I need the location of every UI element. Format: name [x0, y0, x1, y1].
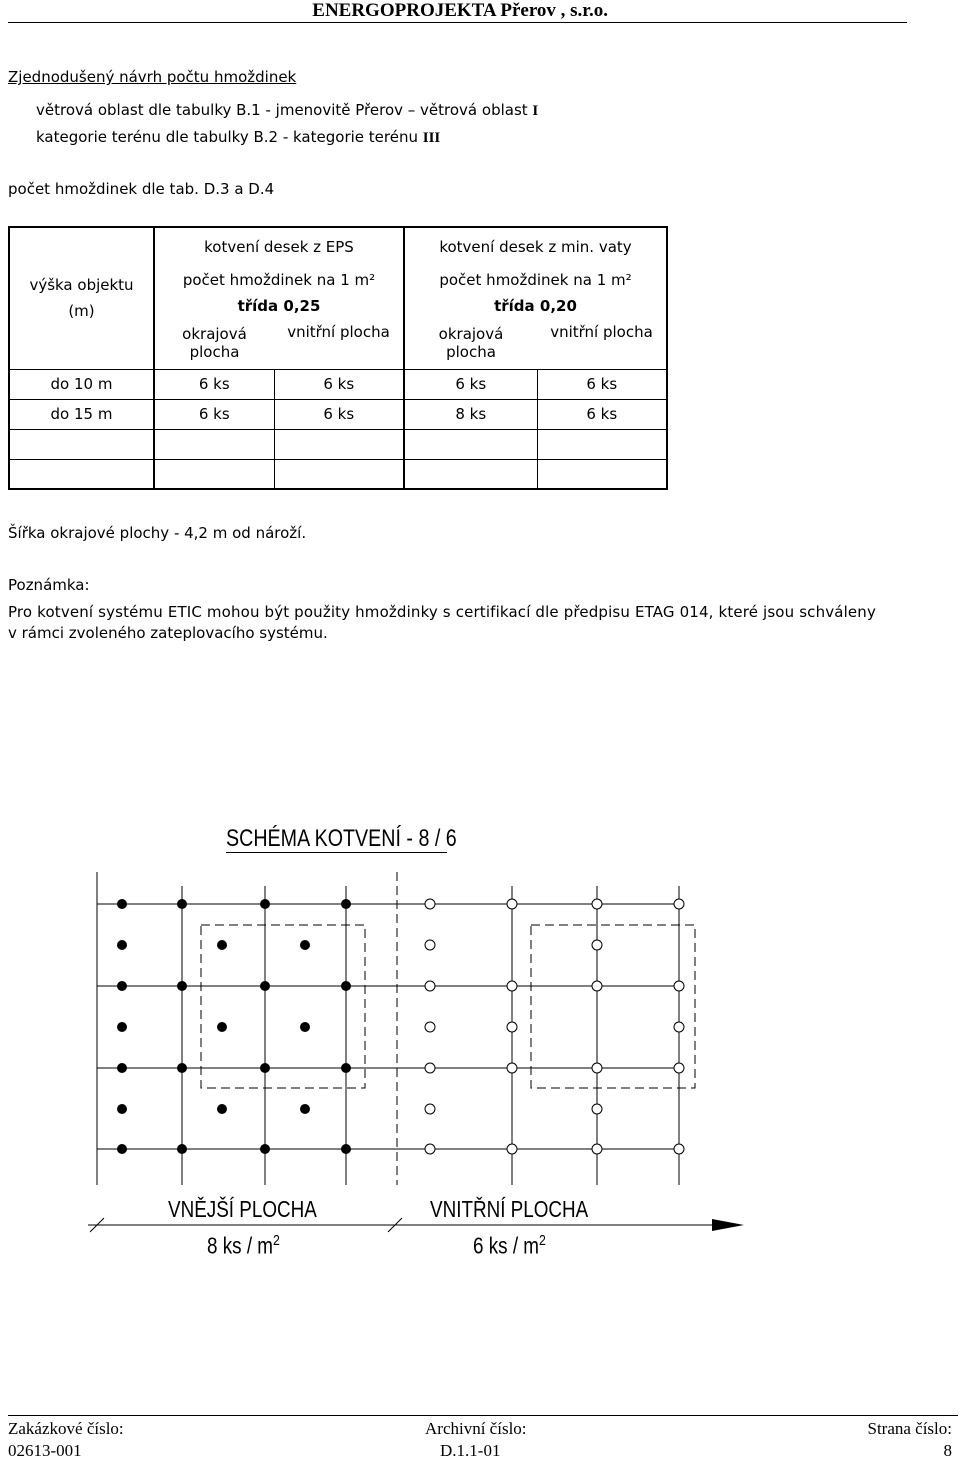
- note-line-1: Pro kotvení systému ETIC mohou být použity hmoždinky s certifikací dle předpisu ETAG 014, které jsou schváleny: [8, 603, 876, 621]
- outer-area-label: VNĚJŠÍ PLOCHA: [168, 1196, 317, 1222]
- value-cell: 6 ks: [154, 399, 274, 429]
- value-cell: 6 ks: [404, 369, 537, 399]
- outer-area-count: 8 ks / $m^2$: [207, 1232, 280, 1259]
- section-title: Zjednodušený návrh počtu hmoždinek: [8, 68, 297, 86]
- edge-width-note: Šířka okrajové plochy - 4,2 m od nároží.: [8, 524, 307, 542]
- eps-count-label: počet hmoždinek na 1 m²: [154, 265, 404, 295]
- height-header: výška objektu (m): [9, 227, 154, 369]
- page-number-value: 8: [943, 1441, 952, 1460]
- eps-edge-header: okrajová plocha: [154, 317, 274, 369]
- wool-group-title: kotvení desek z min. vaty: [404, 227, 667, 265]
- note-label: Poznámka:: [8, 576, 90, 594]
- inner-area-label: VNITŘNÍ PLOCHA: [430, 1196, 589, 1222]
- eps-inner-header: vnitřní plocha: [274, 317, 404, 369]
- archive-number-value: D.1.1-01: [440, 1441, 501, 1460]
- wool-class-label: třída 0,20: [494, 297, 577, 315]
- inner-area-count: 6 ks / $m^2$: [473, 1232, 546, 1259]
- order-number-label: Zakázkové číslo:: [8, 1419, 124, 1438]
- value-cell: 6 ks: [537, 399, 667, 429]
- wool-edge-header: okrajová plocha: [404, 317, 537, 369]
- eps-class-label: třída 0,25: [154, 295, 404, 317]
- wool-inner-header: vnitřní plocha: [537, 317, 667, 369]
- height-cell: do 10 m: [9, 369, 154, 399]
- value-cell: 6 ks: [154, 369, 274, 399]
- edge-anchors: [117, 899, 351, 1154]
- arrow-head-icon: [712, 1219, 744, 1231]
- terrain-category-line: kategorie terénu dle tabulky B.2 - kategorie terénu III: [36, 128, 441, 146]
- value-cell: 6 ks: [274, 369, 404, 399]
- grid-lines: [97, 872, 679, 1185]
- company-header: ENERGOPROJEKTA Přerov , s.r.o.: [312, 0, 608, 21]
- inner-anchors: [425, 899, 684, 1154]
- note-line-2: v rámci zvoleného zateplovacího systému.: [8, 624, 328, 642]
- dashed-lines: [201, 872, 695, 1185]
- page-number-label: Strana číslo:: [867, 1419, 952, 1438]
- archive-number-label: Archivní číslo:: [425, 1419, 527, 1438]
- order-number-value: 02613-001: [8, 1441, 82, 1460]
- value-cell: 8 ks: [404, 399, 537, 429]
- diagram-title: SCHÉMA KOTVENÍ - 8 / 6: [226, 825, 457, 852]
- wool-count-label: počet hmoždinek na 1 m²: [439, 271, 632, 289]
- wind-area-line: větrová oblast dle tabulky B.1 - jmenovitě Přerov – větrová oblast I: [36, 101, 539, 119]
- height-cell: do 15 m: [9, 399, 154, 429]
- value-cell: 6 ks: [274, 399, 404, 429]
- anchor-count-reference: počet hmoždinek dle tab. D.3 a D.4: [8, 180, 275, 198]
- value-cell: 6 ks: [537, 369, 667, 399]
- eps-group-title: kotvení desek z EPS: [154, 227, 404, 265]
- footer-rule: [8, 1415, 958, 1416]
